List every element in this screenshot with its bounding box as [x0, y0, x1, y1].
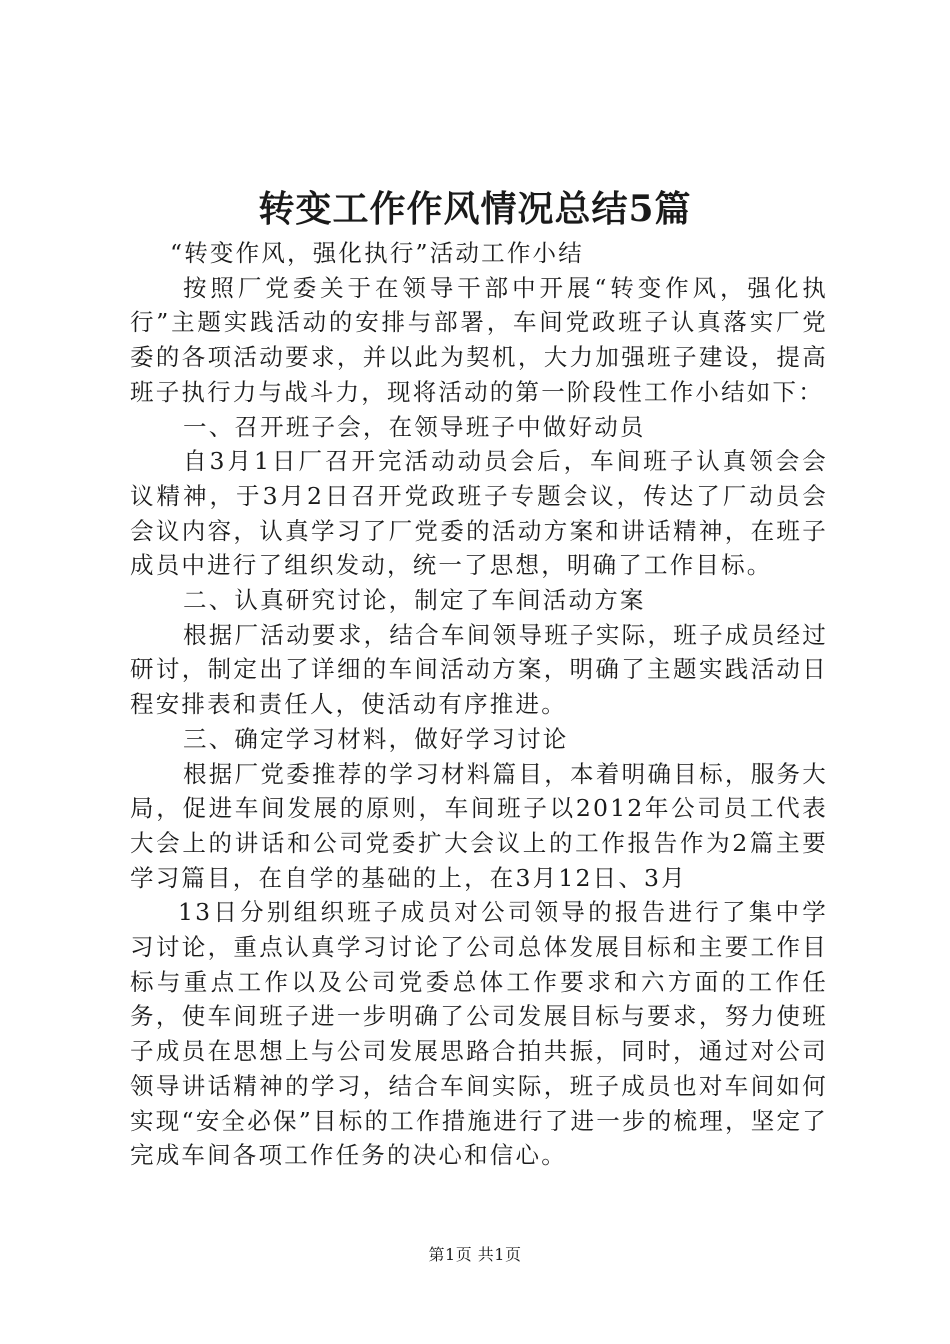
section-heading-3: 三、确定学习材料，做好学习讨论 [183, 724, 569, 753]
paragraph-section-3: 根据厂党委推荐的学习材料篇目，本着明确目标，服务大局，促进车间发展的原则，车间班子以2012年公司员工代表大会上的讲话和公司党委扩大会议上的工作报告作为2篇主要学习篇目，在自学的基础的上，在3月12日、3月 [130, 759, 828, 892]
paragraph-section-1: 自3月1日厂召开完活动动员会后，车间班子认真领会会议精神，于3月2日召开党政班子专题会议，传达了厂动员会会议内容，认真学习了厂党委的活动方案和讲话精神，在班子成员中进行了组织发动，统一了思想，明确了工作目标。 [130, 447, 828, 580]
document-subtitle: “转变作风，强化执行”活动工作小结 [170, 239, 584, 267]
paragraph-section-2: 根据厂活动要求，结合车间领导班子实际，班子成员经过研讨，制定出了详细的车间活动方案，明确了主题实践活动日程安排表和责任人，使活动有序推进。 [130, 620, 828, 719]
section-heading-1: 一、召开班子会，在领导班子中做好动员 [183, 412, 646, 441]
document-title: 转变工作作风情况总结5篇 [258, 188, 692, 230]
document-body [130, 236, 828, 1173]
page-footer: 第1页 共1页 [428, 1245, 522, 1264]
section-heading-2: 二、认真研究讨论，制定了车间活动方案 [183, 586, 646, 615]
paragraph-intro: 按照厂党委关于在领导干部中开展“转变作风，强化执行”主题实践活动的安排与部署，车间党政班子认真落实厂党委的各项活动要求，并以此为契机，大力加强班子建设，提高班子执行力与战斗力，现将活动的第一阶段性工作小结如下： [130, 273, 828, 406]
paragraph-section-3-continued: 13日分别组织班子成员对公司领导的报告进行了集中学习讨论，重点认真学习讨论了公司总体发展目标和主要工作目标与重点工作以及公司党委总体工作要求和六方面的工作任务，使车间班子进一步明确了公司发展目标与要求，努力使班子成员在思想上与公司发展思路合拍共振，同时，通过对公司领导讲话精神的学习，结合车间实际，班子成员也对车间如何实现“安全必保”目标的工作措施进行了进一步的梳理，坚定了完成车间各项工作任务的决心和信心。 [130, 898, 828, 1170]
